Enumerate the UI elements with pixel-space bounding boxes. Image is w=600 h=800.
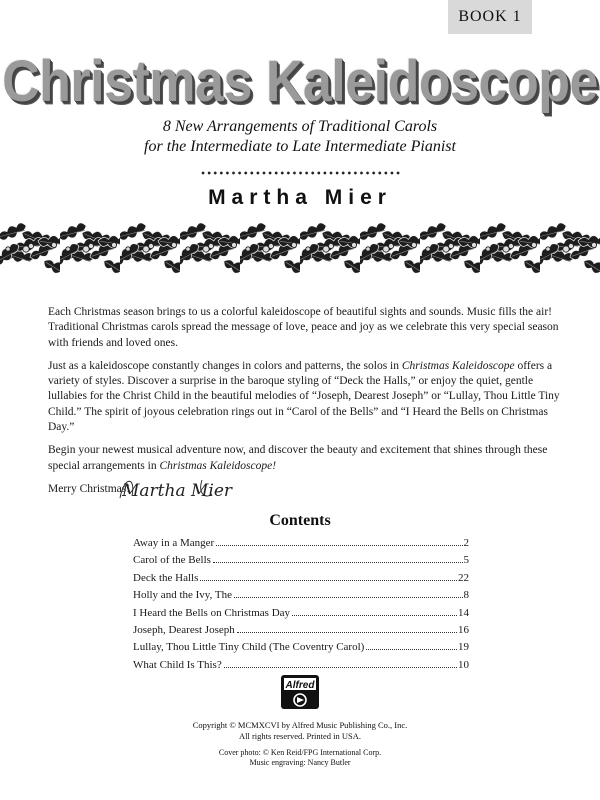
intro-paragraph-2-text: Just as a kaleidoscope constantly changes in colors and patterns, the solos in — [48, 359, 402, 372]
toc-entry-title: Holly and the Ivy, The — [133, 589, 232, 602]
toc-entry-page: 8 — [463, 589, 469, 602]
signature-text: Martha Mier — [122, 481, 233, 501]
contents-heading: Contents — [269, 512, 331, 529]
rights-line: All rights reserved. Printed in USA. — [238, 731, 362, 741]
subtitle-line-1: 8 New Arrangements of Traditional Carols — [162, 118, 438, 135]
book-number-label: BOOK 1 — [448, 0, 532, 34]
holly-garland-border — [0, 223, 600, 275]
toc-entry — [133, 641, 469, 658]
toc-dot-leader — [237, 632, 457, 633]
toc-entry-page: 10 — [458, 658, 469, 671]
subtitle-line-2: for the Intermediate to Late Intermediate Pianist — [144, 138, 456, 155]
page-title: Christmas Kaleidoscope — [2, 49, 598, 115]
toc-dot-leader — [216, 545, 462, 546]
intro-paragraph-2-book-title: Christmas Kaleidoscope — [401, 359, 515, 372]
intro-paragraph-3-book-title: Christmas Kaleidoscope! — [159, 459, 277, 472]
intro-paragraph-2-text-cont: offers a variety of styles. Discover a surprise in the baroque styling of “Deck the Halls,” or enjoy the quiet, gentle lullabies for the Christ Child in the beautiful melodies of “Joseph, Dearest Joseph” or “Lullay, Thou Little Tiny Child.” The spirit of joyous celebration rings out in “Carol of the Bells” and “I Heard the Bells on Christmas Day.” — [48, 359, 560, 434]
toc-dot-leader — [234, 597, 463, 598]
dotted-divider — [200, 170, 400, 176]
toc-entry — [133, 589, 469, 606]
toc-entry-page: 22 — [458, 571, 469, 584]
toc-entry-page: 5 — [463, 554, 469, 567]
author-signature — [118, 470, 268, 510]
toc-dot-leader — [366, 649, 457, 650]
alfred-publisher-logo — [280, 674, 320, 710]
toc-entry-title: What Child Is This? — [133, 658, 222, 671]
intro-closing: Merry Christmas! — [48, 482, 131, 495]
toc-entry-page: 19 — [458, 641, 469, 654]
toc-entry-title: I Heard the Bells on Christmas Day — [133, 606, 291, 619]
toc-entry — [133, 537, 469, 554]
copyright-block — [0, 720, 600, 742]
toc-entry-page: 14 — [458, 606, 469, 619]
cover-photo-credit: Cover photo: © Ken Reid/FPG International Corp. — [218, 748, 382, 757]
toc-dot-leader — [292, 615, 457, 616]
copyright-line: Copyright © MCMXCVI by Alfred Music Publishing Co., Inc. — [192, 720, 408, 730]
toc-entry-title: Carol of the Bells — [133, 554, 211, 567]
toc-dot-leader — [224, 667, 457, 668]
intro-paragraph-2 — [48, 359, 560, 435]
toc-entry-page: 2 — [463, 537, 469, 549]
toc-dot-leader — [200, 580, 457, 581]
toc-entry — [133, 624, 469, 641]
toc-entry — [133, 607, 469, 624]
toc-entry — [133, 572, 469, 589]
intro-paragraph-3-text: Begin your newest musical adventure now, and discover the beauty and excitement that shines through these special arrangements in — [48, 444, 548, 472]
toc-entry-title: Joseph, Dearest Joseph — [133, 623, 235, 636]
toc-entry — [133, 554, 469, 571]
toc-entry-title: Away in a Manger — [133, 537, 215, 549]
toc-entry-page: 16 — [458, 623, 469, 636]
logo-text: Alfred — [285, 680, 315, 691]
toc-entry-title: Deck the Halls — [133, 571, 199, 584]
engraving-credit: Music engraving: Nancy Butler — [249, 758, 351, 767]
author-name: Martha Mier — [208, 186, 392, 209]
intro-paragraph-1: Each Christmas season brings to us a colorful kaleidoscope of beautiful sights and sounds. Music fills the air! Traditional Christmas carols spread the message of love, peace and joy as we celebrate this very special season with friends and loved ones. — [48, 306, 559, 349]
toc-entry-title: Lullay, Thou Little Tiny Child (The Coventry Carol) — [133, 641, 365, 654]
credits-block — [0, 748, 600, 768]
toc-dot-leader — [213, 562, 463, 563]
table-of-contents — [133, 537, 469, 676]
